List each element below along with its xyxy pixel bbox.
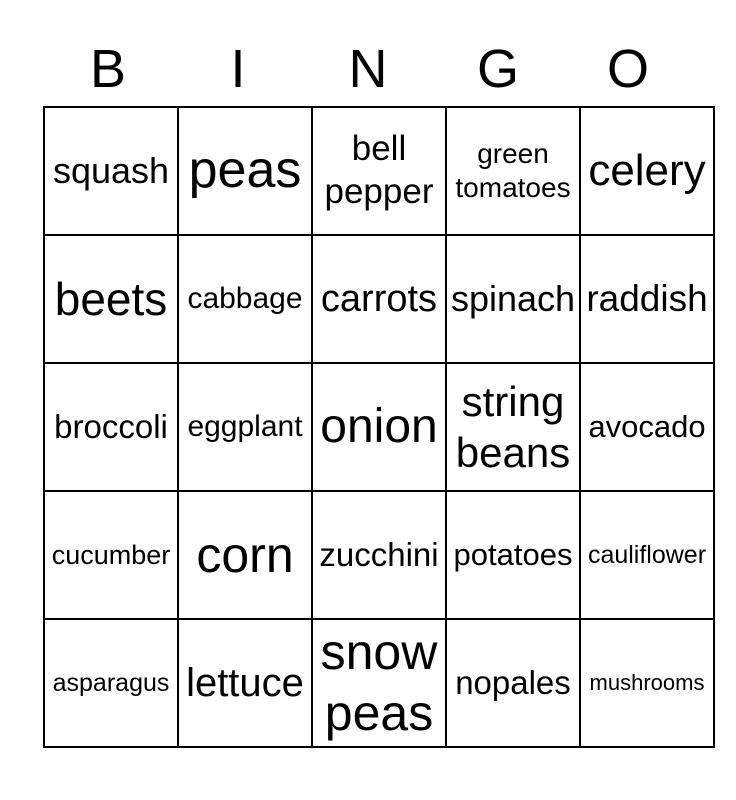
grid-row-5 <box>44 619 714 747</box>
grid-row-4 <box>44 491 714 619</box>
bingo-cell-lettuce[interactable]: lettuce <box>178 619 312 747</box>
bingo-cell-potatoes[interactable]: potatoes <box>446 491 580 619</box>
bingo-cell-mushrooms[interactable]: mushrooms <box>580 619 714 747</box>
bingo-cell-avocado[interactable]: avocado <box>580 363 714 491</box>
bingo-cell-eggplant[interactable]: eggplant <box>178 363 312 491</box>
bingo-cell-beets[interactable]: beets <box>44 235 178 363</box>
bingo-cell-snow-peas[interactable]: snow peas <box>312 619 446 747</box>
bingo-cell-string-beans[interactable]: string beans <box>446 363 580 491</box>
grid-row-2 <box>44 235 714 363</box>
bingo-cell-cabbage[interactable]: cabbage <box>178 235 312 363</box>
bingo-cell-nopales[interactable]: nopales <box>446 619 580 747</box>
bingo-letter-o: O <box>606 39 649 99</box>
bingo-letter-n: N <box>348 39 388 99</box>
bingo-cell-squash[interactable]: squash <box>44 107 178 235</box>
grid-row-3 <box>44 363 714 491</box>
bingo-letter-i: I <box>230 39 246 99</box>
bingo-cell-spinach[interactable]: spinach <box>446 235 580 363</box>
bingo-card <box>43 38 708 748</box>
bingo-cell-broccoli[interactable]: broccoli <box>44 363 178 491</box>
bingo-cell-cucumber[interactable]: cucumber <box>44 491 178 619</box>
bingo-cell-carrots[interactable]: carrots <box>312 235 446 363</box>
bingo-title <box>43 38 693 99</box>
bingo-cell-zucchini[interactable]: zucchini <box>312 491 446 619</box>
bingo-cell-bell-pepper[interactable]: bell pepper <box>312 107 446 235</box>
bingo-cell-cauliflower[interactable]: cauliflower <box>580 491 714 619</box>
bingo-cell-celery[interactable]: celery <box>580 107 714 235</box>
bingo-cell-asparagus[interactable]: asparagus <box>44 619 178 747</box>
bingo-cell-peas[interactable]: peas <box>178 107 312 235</box>
bingo-cell-green-tomatoes[interactable]: green tomatoes <box>446 107 580 235</box>
bingo-letter-b: B <box>89 39 127 99</box>
bingo-cell-corn[interactable]: corn <box>178 491 312 619</box>
grid-row-1 <box>44 107 714 235</box>
bingo-grid <box>43 106 715 748</box>
bingo-letter-g: G <box>476 39 519 99</box>
bingo-cell-raddish[interactable]: raddish <box>580 235 714 363</box>
bingo-cell-onion[interactable]: onion <box>312 363 446 491</box>
